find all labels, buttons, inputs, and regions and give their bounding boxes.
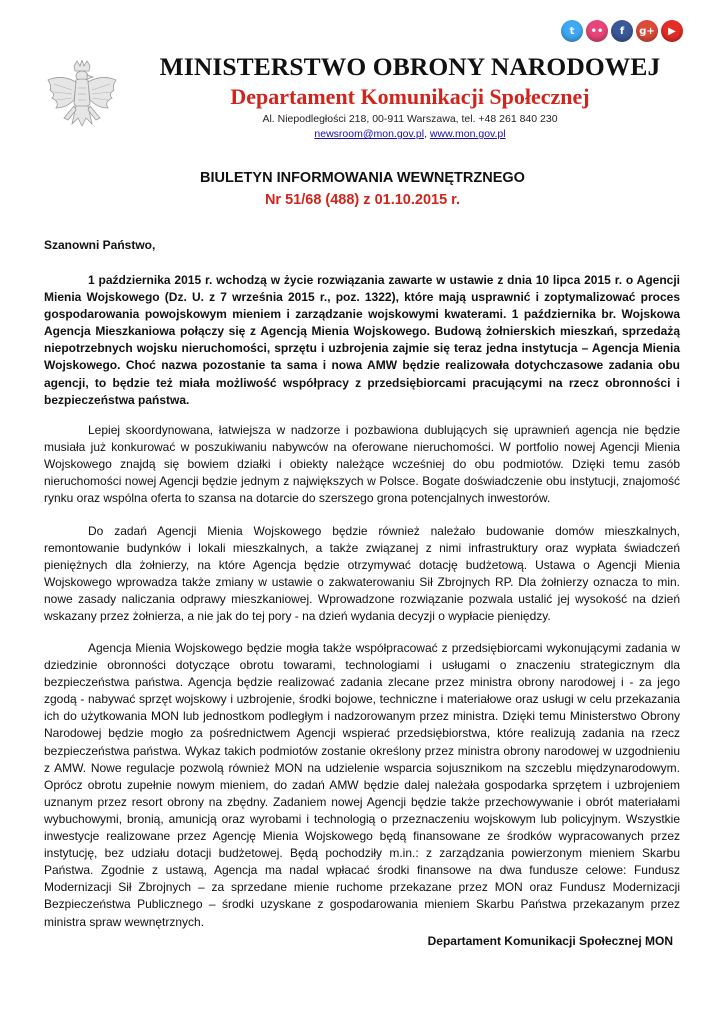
bulletin-number: Nr 51/68 (488) z 01.10.2015 r.: [264, 192, 461, 208]
website-link[interactable]: www.mon.gov.pl: [429, 128, 506, 140]
department-title: Departament Komunikacji Społecznej: [230, 84, 590, 109]
twitter-icon[interactable]: [561, 20, 583, 42]
youtube-icon[interactable]: [661, 20, 683, 42]
paragraph-3: Do zadań Agencji Mienia Wojskowego będzie również należało budowanie domów mieszkalnych, remontowanie budynków i lokali mieszkalnych, a także związanej z nimi infrastruktury oraz wypłata świadczeń pieniężnych dla żołnierzy, na które Agencja będzie otrzymywać dotację budżetową. Ustawa o Agencji Mienia Wojskowego wprowadza także zmiany w ustawie o zakwaterowaniu Sił Zbrojnych RP. Dla żołnierzy oznacza to min. nowe zasady naliczania odprawy mieszkaniowej. Wprowadzone rozwiązanie pozwala ustalić jej wysokość na dzień wskazany przez żołnierza, a nie jak do tej pory - na dzień wydania decyzji o wypłacie pieniędzy.: [44, 524, 680, 624]
email-link[interactable]: newsroom@mon.gov.pl: [314, 128, 425, 140]
address-line: Al. Niepodległości 218, 00-911 Warszawa, tel. +48 261 840 230: [262, 113, 558, 125]
contact-links: [140, 128, 680, 140]
google-plus-glyph: g+: [639, 25, 655, 37]
google-plus-icon[interactable]: [636, 20, 658, 42]
paragraph-4: Agencja Mienia Wojskowego będzie mogła także współpracować z przedsiębiorcami wykonującymi zadania w dziedzinie obronności dotyczące obrotu towarami, technologiami i usługami o znaczeniu strategicznym dla bezpieczeństwa państwa. Agencja będzie realizować zadania zlecane przez ministra obrony narodowej i - za jego zgodą - nabywać sprzęt wojskowy i uzbrojenie, środki bojowe, techniczne i materiałowe oraz usługi w celu przekazania ich do użytkowania MON lub jednostkom podległym i nadzorowanym przez ministra. Dzięki temu Ministerstwo Obrony Narodowej będzie mogło za pośrednictwem Agencji wspierać przedsiębiorstwa, które realizują zadania na rzecz bezpieczeństwa państwa. Wykaz takich podmiotów zostanie określony przez ministra obrony narodowej w uzgodnieniu z AMW. Nowe regulacje pozwolą również MON na udzielenie wsparcia sojusznikom na szczeblu międzynarodowym. Oprócz obrotu zupełnie nowym mieniem, do zadań AMW będzie dalej należała gospodarka sprzętem i uzbrojeniem uznanym przez resort obrony na zbędny. Zadaniem nowej Agencji będzie także przechowywanie i obrót materiałami wybuchowymi, bronią, amunicją oraz wyrobami i technologią o przeznaczeniu wojskowym lub policyjnym. Wszystkie inwestycje realizowane przez Agencję Mienia Wojskowego będą finansowane ze środków wypracowanych przez instytucję, bez udziału dotacji budżetowej. Będą pochodziły m.in.: z zarządzania powierzonym mieniem Skarbu Państwa. Zgodnie z ustawą, Agencja ma nadal wpłacać środki finansowe na dwa fundusze celowe: Fundusz Modernizacji Sił Zbrojnych – za sprzedane mienie ruchome przekazane przez MON oraz Fundusz Modernizacji Bezpieczeństwa Publicznego – środki uzyskane z gospodarowania mieniem Skarbu Państwa przekazanym przez ministra spraw wewnętrznych.: [44, 641, 680, 929]
flickr-icon[interactable]: [586, 20, 608, 42]
twitter-glyph: t: [569, 25, 575, 37]
youtube-glyph: ▶: [668, 25, 676, 37]
bulletin-title: BIULETYN INFORMOWANIA WEWNĘTRZNEGO: [200, 170, 525, 186]
facebook-glyph: f: [619, 25, 625, 37]
social-icons-bar: [561, 20, 683, 42]
flickr-glyph: ••: [590, 25, 604, 37]
greeting: Szanowni Państwo,: [44, 238, 156, 252]
facebook-icon[interactable]: [611, 20, 633, 42]
paragraph-1: 1 października 2015 r. wchodzą w życie rozwiązania zawarte w ustawie z dnia 10 lipca 2015 r. o Agencji Mienia Wojskowego (Dz. U. z 7 września 2015 r., poz. 1322), które mają usprawnić i zoptymalizować proces gospodarowania powojskowym mieniem i zarządzanie wojskowymi kwaterami. 1 października br. Wojskowa Agencja Mieszkaniowa połączy się z Agencją Mienia Wojskowego. Budową żołnierskich mieszkań, sprzedażą niepotrzebnych wojsku nieruchomości, sprzętu i uzbrojenia zajmie się teraz jedna instytucja – Agencja Mienia Wojskowego. Choć nazwa pozostanie ta sama i nowa AMW będzie realizowała dotychczasowe zadania obu agencji, to będzie też miała możliwość współpracy z przedsiębiorcami pracującymi na rzecz obronności i bezpieczeństwa państwa.: [44, 273, 680, 407]
link-separator: ,: [424, 128, 430, 140]
signature: Departament Komunikacji Społecznej MON: [427, 934, 673, 948]
paragraph-2: Lepiej skoordynowana, łatwiejsza w nadzorze i pozbawiona dublujących się uprawnień agencja nie będzie musiała już konkurować w poszukiwaniu nabywców na oferowane nieruchomości. W portfolio nowej Agencji Mienia Wojskowego znajdą się bowiem działki i obiekty należące wcześniej do obu podmiotów. Dzięki temu zasób nieruchomości nowej Agencji będzie jednym z największych w Polsce. Bogate doświadczenie obu instytucji, znajomość rynku oraz wspólna oferta to szansa na dotarcie do szerszego grona potencjalnych inwestorów.: [44, 423, 680, 506]
white-eagle-emblem-icon: [44, 60, 120, 144]
ministry-title: MINISTERSTWO OBRONY NARODOWEJ: [159, 52, 661, 81]
